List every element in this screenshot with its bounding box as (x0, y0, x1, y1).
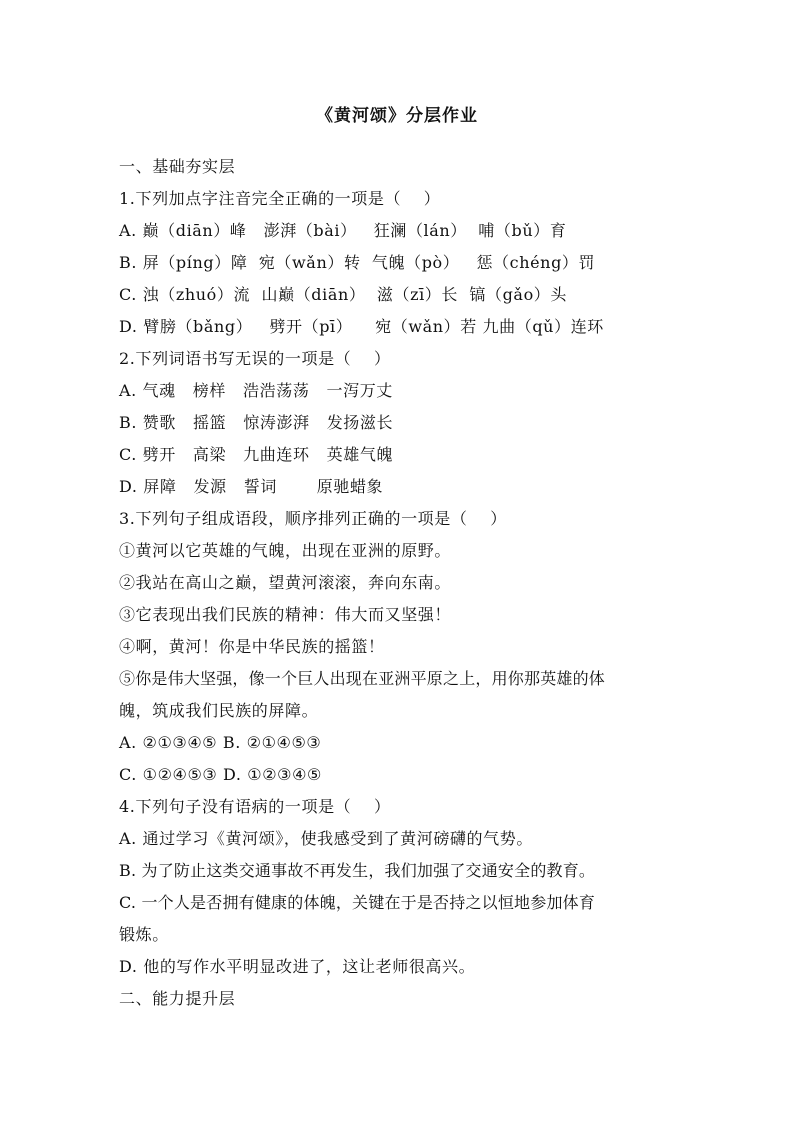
question-4-option-d: D. 他的写作水平明显改进了，这让老师很高兴。 (119, 957, 476, 976)
question-2-option-a: A. 气魂 榜样 浩浩荡荡 一泻万丈 (119, 381, 393, 400)
question-3-sentence-1: ①黄河以它英雄的气魄，出现在亚洲的原野。 (119, 541, 452, 560)
section-heading-advanced: 二、能力提升层 (119, 989, 236, 1008)
page-title: 《黄河颂》分层作业 (316, 106, 478, 126)
question-1-option-b: B. 屏（píng）障 宛（wǎn）转 气魄（pò） 惩（chéng）罚 (119, 253, 596, 272)
question-3-options-ab: A. ②①③④⑤ B. ②①④⑤③ (119, 733, 322, 752)
question-3-sentence-5-cont: 魄，筑成我们民族的屏障。 (119, 701, 319, 720)
question-2-option-c: C. 劈开 高梁 九曲连环 英雄气魄 (119, 445, 394, 464)
question-3-sentence-5: ⑤你是伟大坚强，像一个巨人出现在亚洲平原之上，用你那英雄的体 (119, 669, 606, 688)
question-2-stem: 2.下列词语书写无误的一项是（ ） (119, 349, 391, 368)
question-4-option-c: C. 一个人是否拥有健康的体魄，关键在于是否持之以恒地参加体育 (119, 893, 596, 912)
question-4-option-b: B. 为了防止这类交通事故不再发生，我们加强了交通安全的教育。 (119, 861, 596, 880)
question-1-stem: 1.下列加点字注音完全正确的一项是（ ） (119, 189, 441, 208)
question-4-stem: 4.下列句子没有语病的一项是（ ） (119, 797, 391, 816)
question-4-option-c-cont: 锻炼。 (119, 925, 169, 944)
question-3-stem: 3.下列句子组成语段，顺序排列正确的一项是（ ） (119, 509, 507, 528)
question-3-sentence-3: ③它表现出我们民族的精神：伟大而又坚强！ (119, 605, 452, 624)
question-4-option-a: A. 通过学习《黄河颂》，使我感受到了黄河磅礴的气势。 (119, 829, 533, 848)
question-1-option-a: A. 巅（diān）峰 澎湃（bài） 狂澜（lán） 哺（bǔ）育 (119, 221, 567, 240)
question-1-option-d: D. 臂膀（bǎng） 劈开（pī） 宛（wǎn）若 九曲（qǔ）连环 (119, 317, 604, 336)
question-1-option-c: C. 浊（zhuó）流 山巅（diān） 滋（zī）长 镐（gǎo）头 (119, 285, 567, 304)
question-2-option-b: B. 赞歌 摇篮 惊涛澎湃 发扬滋长 (119, 413, 394, 432)
question-3-sentence-4: ④啊，黄河！你是中华民族的摇篮！ (119, 637, 385, 656)
question-3-options-cd: C. ①②④⑤③ D. ①②③④⑤ (119, 765, 322, 784)
question-2-option-d: D. 屏障 发源 誓词 原驰蜡象 (119, 477, 384, 496)
section-heading-basic: 一、基础夯实层 (119, 157, 236, 176)
question-3-sentence-2: ②我站在高山之巅，望黄河滚滚，奔向东南。 (119, 573, 452, 592)
